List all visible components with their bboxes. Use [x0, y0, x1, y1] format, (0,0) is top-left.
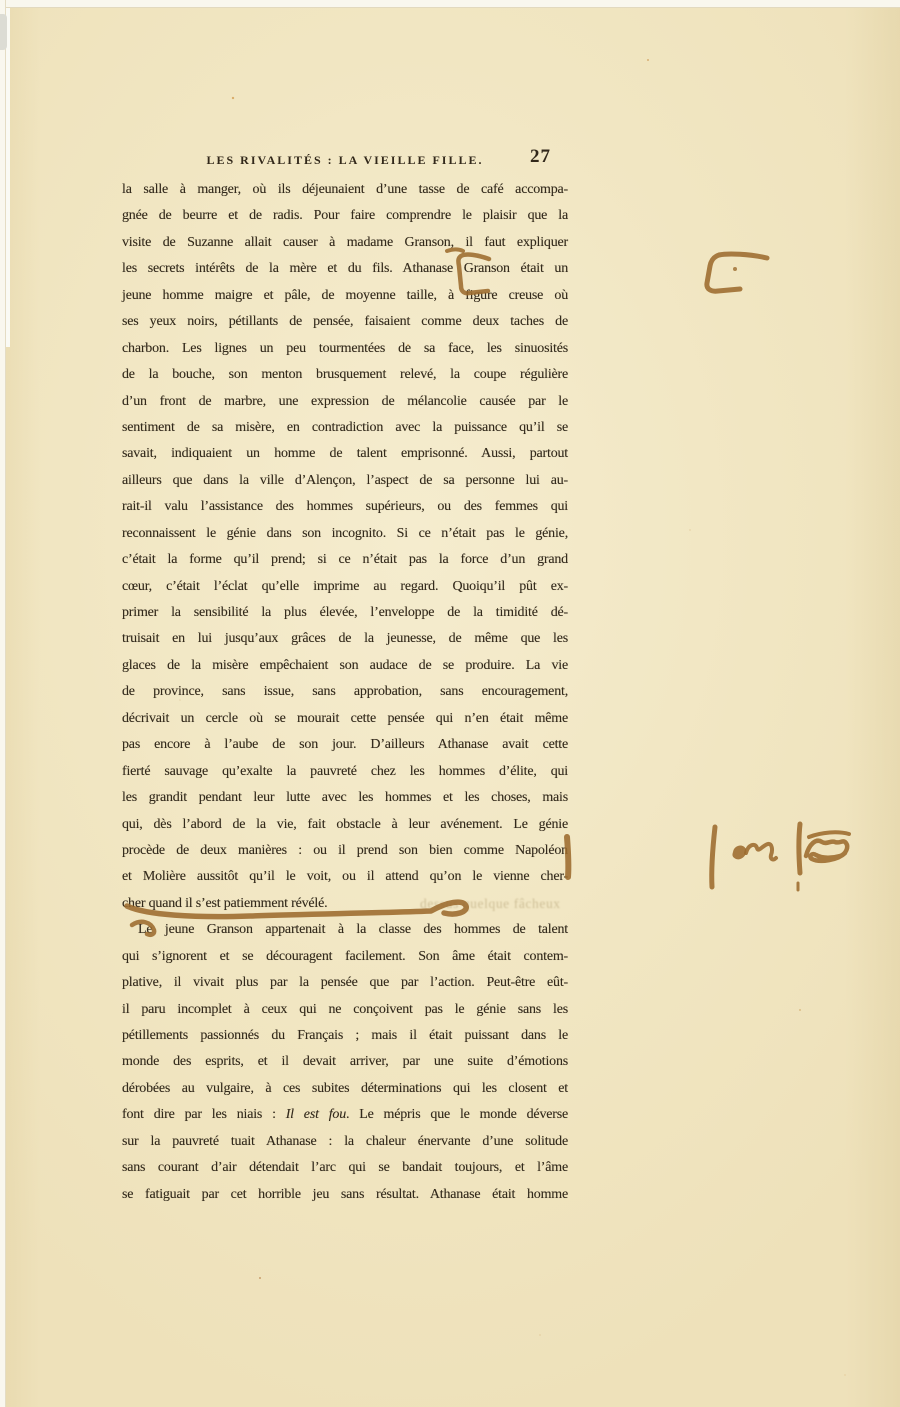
text-line: qui s’ignorent et se découragent facilement. Son âme était contem- — [122, 948, 568, 964]
page-number: 27 — [530, 146, 551, 167]
text-line: dérobées au vulgaire, à ces subites déterminations qui les closent et — [122, 1080, 568, 1096]
text-line: sur la pauvreté tuait Athanase : la chaleur énervante d’une solitude — [122, 1133, 568, 1149]
body-text — [122, 177, 568, 1208]
margin-bracket-icon — [707, 254, 767, 291]
text-line: reconnaissent le génie dans son incognito. Si ce n’était pas le génie, — [122, 525, 568, 541]
text-line: truisait en lui jusqu’aux grâces de la jeunesse, de même que les — [122, 631, 568, 647]
text-line: décrivait un cercle où se mourait cette pensée qui n’en était même — [122, 710, 568, 726]
text-line: c’était la forme qu’il prend; si ce n’était pas la force d’un grand — [122, 552, 568, 568]
text-line: ses yeux noirs, pétillants de pensée, faisaient comme deux taches de — [122, 314, 568, 330]
text-line: glaces de la misère empêchaient son audace de se produire. La vie — [122, 657, 568, 673]
text-line: gnée de beurre et de radis. Pour faire comprendre le plaisir que la — [122, 208, 568, 224]
scan-edge-top — [0, 0, 900, 8]
text-line: visite de Suzanne allait causer à madame Granson, il faut expliquer — [122, 234, 568, 250]
text-line: font dire par les niais : Il est fou. Le mépris que le monde déverse — [122, 1107, 568, 1123]
text-line: fierté sauvage qu’exalte la pauvreté chez les hommes d’élite, qui — [122, 763, 568, 779]
text-line: qui, dès l’abord de la vie, fait obstacle à leur avénement. Le génie — [122, 816, 568, 832]
text-line: savait, indiquaient un homme de talent emprisonné. Aussi, partout — [122, 446, 568, 462]
text-line: sans courant d’air détendait l’arc qui se bandait toujours, et l’âme — [122, 1160, 568, 1176]
text-line: les secrets intérêts de la mère et du fils. Athanase Granson était un — [122, 261, 568, 277]
text-line: sentiment de sa misère, en contradiction avec la puissance qu’il se — [122, 419, 568, 435]
text-line: jeune homme maigre et pâle, de moyenne taille, à figure creuse où — [122, 287, 568, 303]
text-line: cher quand il s’est patiemment révélé. — [122, 895, 328, 911]
running-title: LES RIVALITÉS : LA VIEILLE FILLE. — [206, 153, 484, 167]
text-line: Le jeune Granson appartenait à la classe des hommes de talent — [138, 922, 568, 938]
margin-scribble-icon — [712, 824, 849, 890]
text-line: se fatiguait par cet horrible jeu sans résultat. Athanase était homme — [122, 1186, 568, 1202]
text-line: la salle à manger, où ils déjeunaient d’une tasse de café accompa- — [122, 182, 568, 197]
running-header — [122, 146, 568, 170]
text-line: charbon. Les lignes un peu tourmentées de sa face, les sinuosités — [122, 340, 568, 356]
text-line: pétillements passionnés du Français ; mais il était puissant dans le — [122, 1028, 568, 1043]
text-line: cœur, c’était l’éclat qu’elle imprime au regard. Quoiqu’il pût ex- — [122, 578, 568, 594]
text-line: plative, il vivait plus par la pensée que par l’action. Peut-être eût- — [122, 975, 568, 991]
text-line: et Molière aussitôt qu’il le voit, ou il attend qu’on le vienne cher- — [122, 869, 568, 885]
text-line: il paru incomplet à ceux qui ne conçoivent pas le génie sans les — [122, 1001, 568, 1017]
text-line: de la bouche, son menton brusquement relevé, la coupe régulière — [122, 367, 568, 383]
text-line: pas encore à l’aube de son jour. D’ailleurs Athanase avait cette — [122, 737, 568, 753]
text-line: rait-il valu l’assistance des hommes supérieurs, ou des femmes qui — [122, 499, 568, 515]
text-line: primer la sensibilité la plus élevée, l’enveloppe de la timidité dé- — [122, 605, 568, 620]
text-line: les grandit pendant leur lutte avec les hommes et les choses, mais — [122, 790, 568, 806]
text-line: de province, sans issue, sans approbation, sans encouragement, — [122, 684, 568, 700]
text-line: ailleurs que dans la ville d’Alençon, l’aspect de sa personne lui au- — [122, 472, 568, 488]
bleedthrough-text: dessus quelque fâcheux — [420, 896, 561, 911]
scan-edge-left — [0, 0, 6, 1407]
margin-bracket-dot — [733, 267, 737, 271]
scan-edge-smudge — [0, 14, 7, 50]
text-line: d’un front de marbre, une expression de mélancolie causée par le — [122, 393, 568, 409]
text-line: monde des esprits, et il devait arriver, par une suite d’émotions — [122, 1054, 568, 1070]
text-line: procède de deux manières : ou il prend son bien comme Napoléon — [122, 842, 568, 858]
